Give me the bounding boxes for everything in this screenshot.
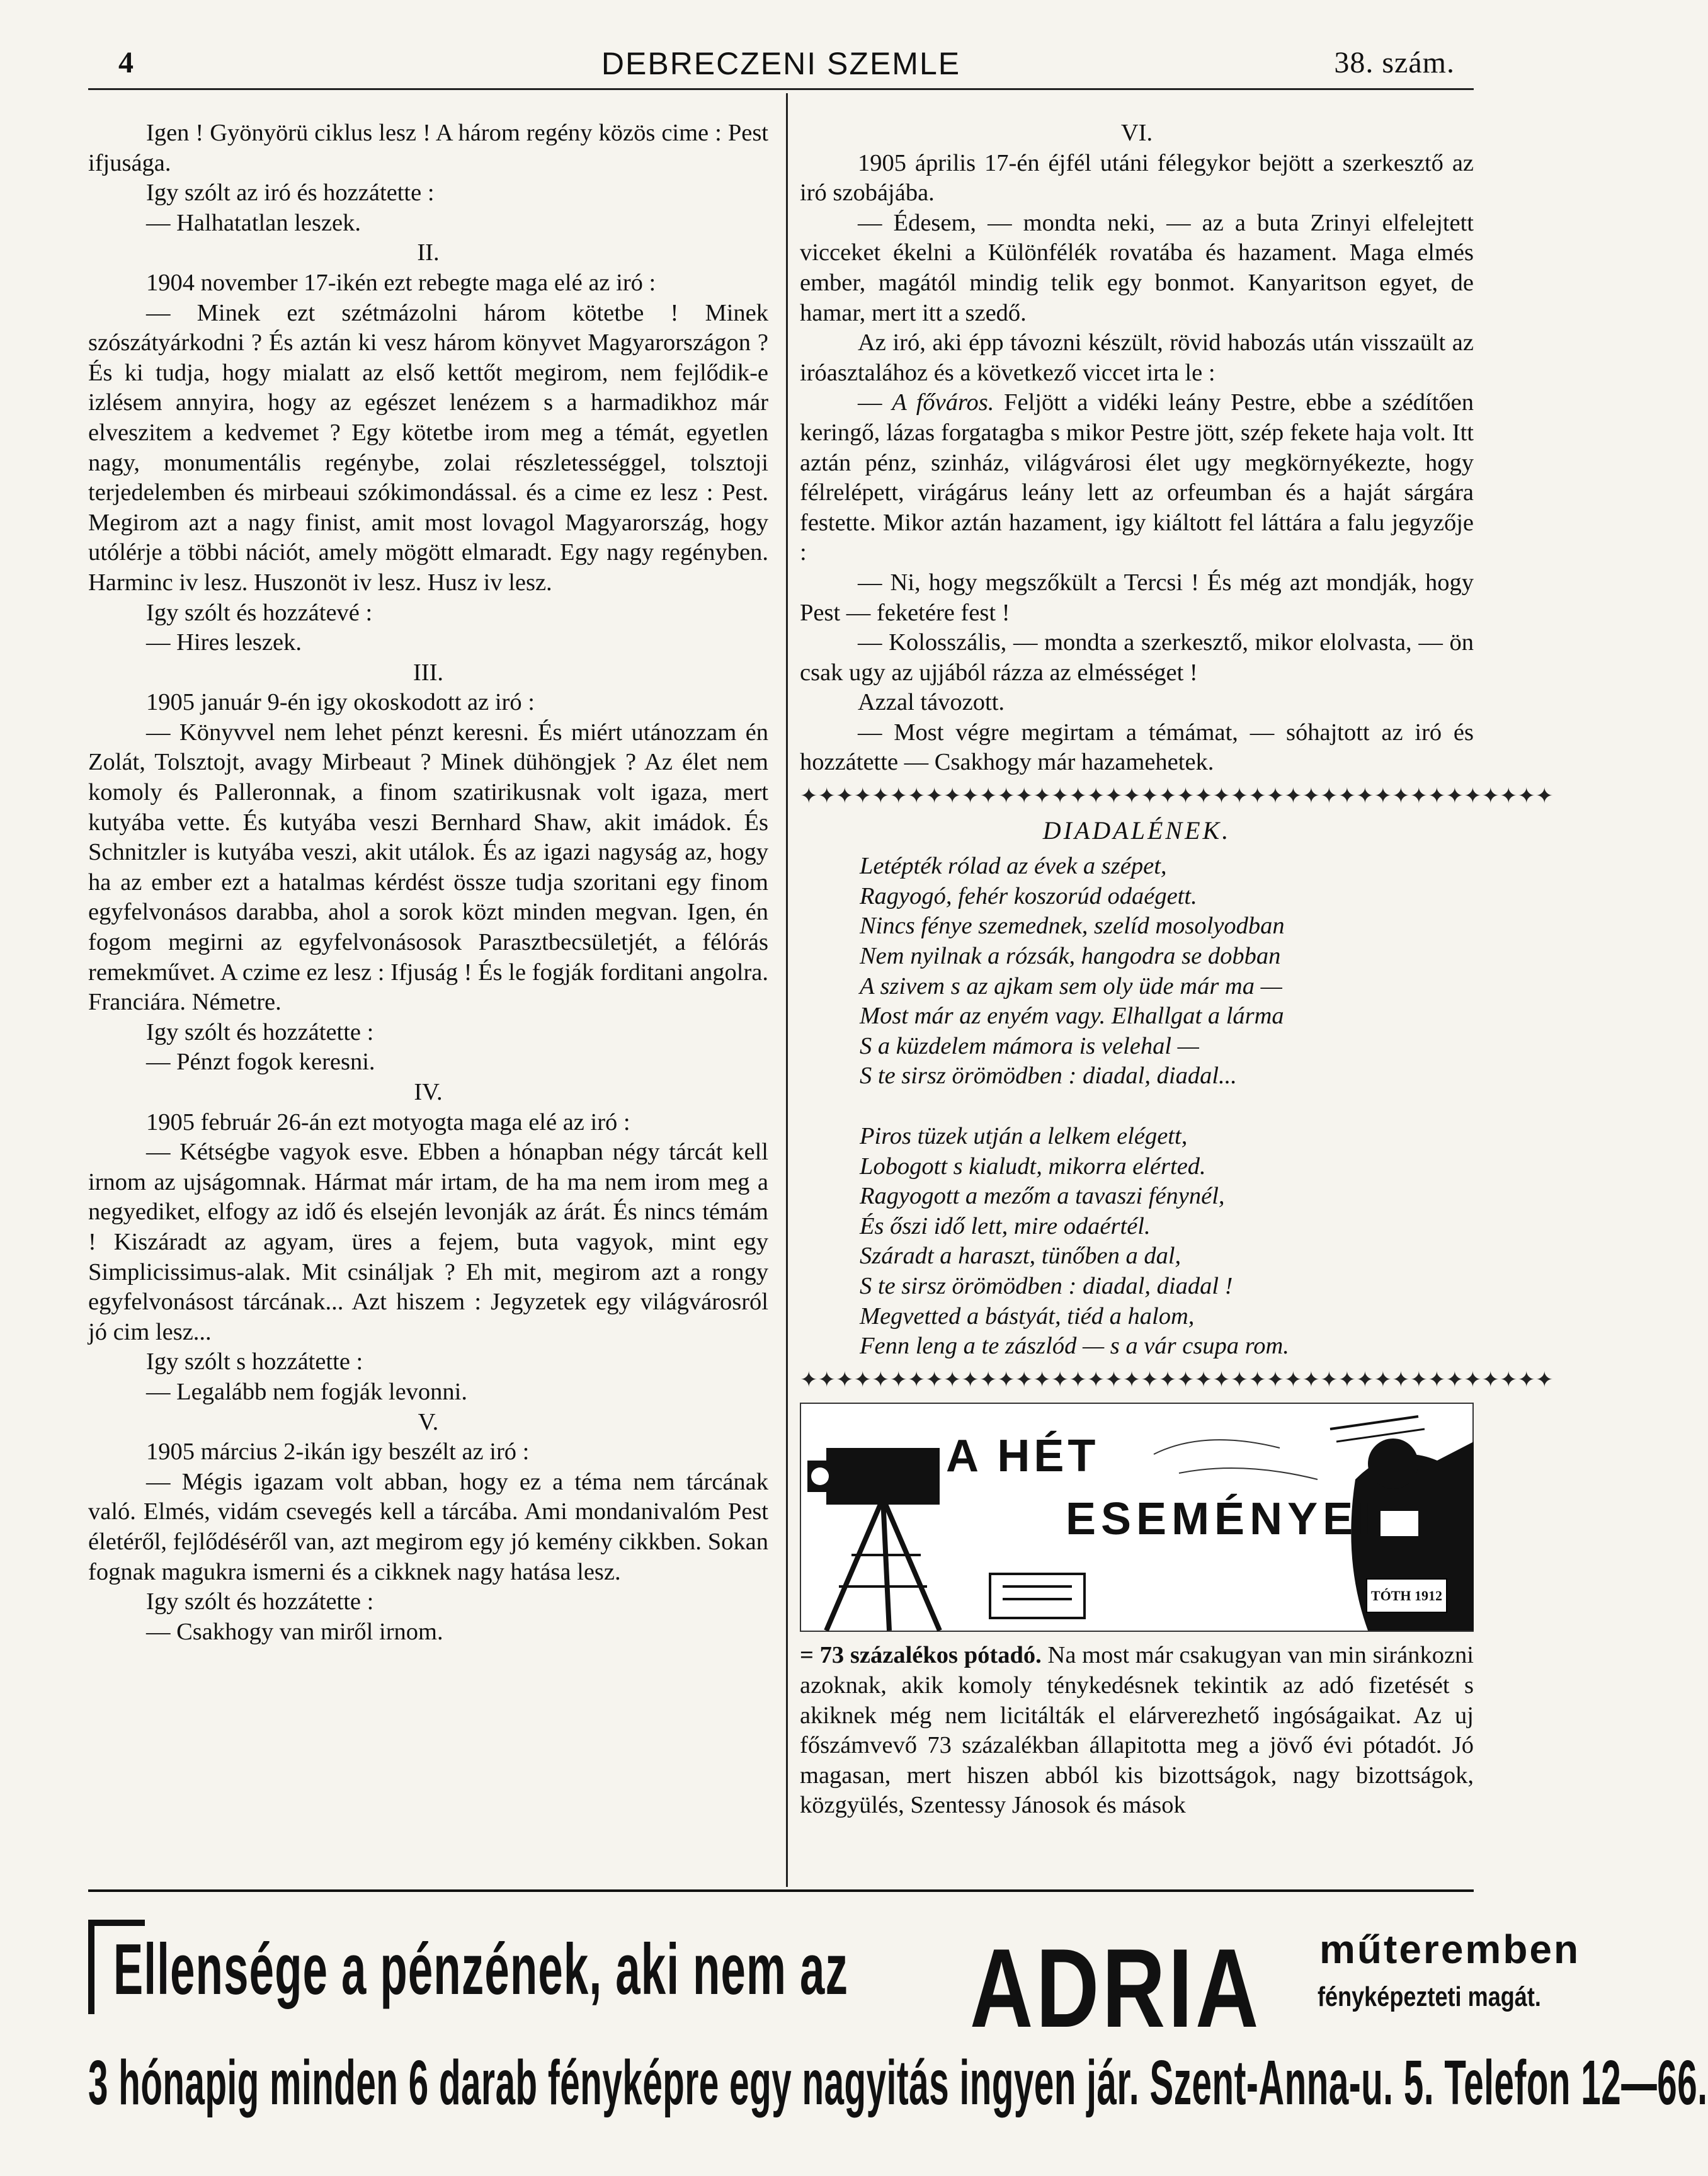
paragraph: Az iró, aki épp távozni készült, rövid habozás után visszaült az iróasztalához és a következő viccet irta le :: [800, 329, 1474, 386]
poem-line: Nem nyilnak a rózsák, hangodra se dobban: [860, 943, 1281, 970]
ad-photo-text: fényképezteti magát.: [1318, 1981, 1541, 2012]
paragraph: 1905 február 26-án ezt motyogta maga elé az iró :: [146, 1108, 630, 1136]
paragraph: 1904 november 17-ikén ezt rebegte maga elé az iró :: [146, 269, 656, 296]
sign-box-icon: [990, 1574, 1085, 1618]
news-text: Na most már csakugyan van min siránkozni azoknak, akik komoly ténykedésnek tekintik az adó fizetését s akiknek még nem licitálták el elárverezhető ingóságaikat. Az uj főszámvevő 73 százalékban állapitotta meg a jövő évi pótadót. Jó magasan, mert hiszen abból kis bizottságok, nagy bizottságok, közgyülés, Szentessy Jánosok és mások: [800, 1642, 1474, 1819]
poem-line: A szivem s az ajkam sem oly üde már ma —: [860, 972, 1282, 1000]
paragraph: — Könyvvel nem lehet pénzt keresni. És miért utánozzam én Zolát, Tolsztojt, avagy Mirbeaut ? Minek dühöngjek ? Az élet nem komoly és Palleronnak, a finom szatirikusnak volt igaza, mert kutyába vette. És kutyába veszi Bernhard Shaw, akit imádok. És Schnitzler is kutyába veszi, akit utálok. És az igazi nagyság az, hogy ha az ember ezt a hatalmas kérdést össze tudja szoritani egy finom egyfelvonásos darabba, ahol a sorok közt minden megvan. Igen, én fogom megirni az egyfelvonásosok Parasztbecsületjét, a félórás remekművet. A czime ez lesz : Ifjuság ! És le fogják forditani angolra. Franciára. Németre.: [88, 719, 768, 1016]
paragraph: Igy szólt és hozzátette :: [146, 1018, 374, 1045]
paragraph: — Kétségbe vagyok esve. Ebben a hónapban négy tárcát kell irnom az ujságomnak. Hármat már irtam, de ha ma nem irom meg a negyediket, elfogy az idő és elsején levonják az árát. És nincs témám ! Kiszáradt az agyam, üres a fejem, buta vagyok, mint egy Simplicissimus-alak. Mit csináljak ? Eh mit, megirom azt a rongy egyfelvonásost tárcának... Azt hiszem : Jegyzetek egy világvárosról jó cim lesz...: [88, 1139, 768, 1345]
paragraph: [800, 388, 1474, 568]
paragraph: — Csakhogy van miről irnom.: [146, 1618, 443, 1645]
poem-line: Fenn leng a te zászlód — s a vár csupa rom.: [860, 1333, 1289, 1360]
paragraph: — Édesem, — mondta neki, — az a buta Zrinyi elfelejtett vicceket ékelni a Különfélék rovatába és hazament. Maga elmés ember, magától mindig telik egy bonmot. Kanyaritson egyet, de hamar, mert itt a szedő.: [800, 209, 1474, 326]
paragraph: — Pénzt fogok keresni.: [146, 1049, 375, 1076]
paragraph: 1905 január 9-én igy okoskodott az iró :: [146, 689, 535, 716]
joke-title: A főváros.: [892, 389, 994, 416]
header-rule: [88, 88, 1474, 90]
right-column: [800, 118, 1554, 1821]
paragraph: — Ni, hogy megszőkült a Tercsi ! És még azt mondják, hogy Pest — feketére fest !: [800, 569, 1474, 626]
poem-line: S te sirsz örömödben : diadal, diadal !: [860, 1272, 1233, 1299]
paragraph: 1905 április 17-én éjfél utáni félegykor bejött a szerkesztő az iró szobájába.: [800, 149, 1474, 207]
poem-line: Piros tüzek utján a lelkem elégett,: [860, 1123, 1188, 1149]
poem-stanza: [860, 852, 1474, 1091]
news-item: [800, 1641, 1474, 1821]
poem-stanza: [860, 1122, 1474, 1362]
stanza-gap: [860, 1091, 1474, 1122]
poem-line: Ragyogott a mezőm a tavaszi fénynél,: [860, 1183, 1225, 1210]
ad-bracket-vertical: [88, 1920, 94, 2014]
advertisement-rule: [88, 1889, 1474, 1892]
poem-line: Most már az enyém vagy. Elhallgat a lárma: [860, 1003, 1284, 1030]
paragraph: — Kolosszális, — mondta a szerkesztő, mikor elolvasta, — ön csak ugy az ujjából rázza az elmésséget !: [800, 629, 1474, 686]
ornament-divider: ✦✦✦✦✦✦✦✦✦✦✦✦✦✦✦✦✦✦✦✦✦✦✦✦✦✦✦✦✦✦✦✦✦✦✦✦✦✦✦✦✦✦: [800, 1368, 1554, 1392]
paragraph: — Most végre megirtam a témámat, — sóhajtott az iró és hozzátette — Csakhogy már hazamehetek.: [800, 719, 1474, 776]
poem-line: Megvetted a bástyát, tiéd a halom,: [860, 1302, 1195, 1330]
banner-title-line1: A HÉT: [946, 1431, 1100, 1482]
ad-offer-text: 3 hónapig minden 6 darab fényképre egy nagyitás ingyen jár. Szent-Anna-u. 5. Telefon 12—66.: [88, 2048, 1708, 2118]
paragraph: — Halhatatlan leszek.: [146, 209, 362, 236]
section-heading: II.: [417, 239, 440, 266]
poem: [800, 852, 1474, 1362]
paragraph: — Mégis igazam volt abban, hogy ez a téma nem tárcának való. Elmés, vidám csevegés kell a tárcába. Ami mondanivalóm Pest életéről, fejlődéséről van, azt megirom egy jó kemény cikkben. Sokan fognak magukra ismerni és a cikknek nagy hatása lesz.: [88, 1468, 768, 1585]
paragraph: Igy szólt és hozzátette :: [146, 1588, 374, 1615]
paragraph: Igen ! Gyönyörü ciklus lesz ! A három regény közös cime : Pest ifjusága.: [88, 120, 768, 176]
ornament-divider: ✦✦✦✦✦✦✦✦✦✦✦✦✦✦✦✦✦✦✦✦✦✦✦✦✦✦✦✦✦✦✦✦✦✦✦✦✦✦✦✦✦✦: [800, 785, 1554, 809]
ad-brand-name: ADRIA: [970, 1925, 1262, 2051]
poem-line: Lobogott s kialudt, mikorra elérted.: [860, 1153, 1206, 1180]
tripod-icon: [826, 1498, 940, 1631]
page-header: [88, 42, 1474, 86]
paragraph: Igy szólt és hozzátevé :: [146, 599, 373, 626]
camera-icon: [807, 1448, 940, 1505]
poem-line: Letépték rólad az évek a szépet,: [860, 853, 1167, 880]
banner-title-line2: ESEMÉNYEI: [1066, 1494, 1376, 1545]
poem-line: Ragyogó, fehér koszorúd odaégett.: [860, 882, 1197, 909]
news-headline: = 73 százalékos pótadó.: [800, 1642, 1042, 1669]
paragraph: — Minek ezt szétmázolni három kötetbe ! Minek szószátyárkodni ? És aztán ki vesz három könyvet Magyarországon ? És ki tudja, hogy mialatt az első kettőt megirom, nem fejlődik-e izlésem annyira, hogy az egészet lenézem s a harmadikhoz már elveszitem a kedvemet ? Egy kötetbe irom meg a témát, egyetlen nagy, monumentális regénybe, zolai részletességgel, tolsztoji terjedelemben és mirbeaui szókimondással. és a cime ez lesz : Pest. Megirom azt a nagy finist, amit most lovagol Magyarország, hogy utólérje a többi nációt, amely mögött elmaradt. Egy nagy regényben. Harminc iv lesz. Huszonöt iv lesz. Husz iv lesz.: [88, 299, 768, 596]
section-heading: VI.: [1120, 120, 1153, 146]
poem-title: DIADALÉNEK.: [1042, 816, 1231, 845]
paragraph: 1905 március 2-ikán igy beszélt az iró :: [146, 1438, 530, 1466]
ad-headline: Ellensége a pénzének, aki nem az: [113, 1930, 849, 2010]
left-column: [88, 118, 768, 1647]
advertisement: [88, 1901, 1581, 2051]
column-divider: [786, 93, 788, 1887]
section-heading: V.: [418, 1408, 439, 1435]
sketch-lines: [1154, 1440, 1318, 1479]
ad-bracket-horizontal: [88, 1920, 145, 1926]
poem-line: S te sirsz örömödben : diadal, diadal...: [860, 1062, 1237, 1090]
poem-line: Nincs fénye szemednek, szelíd mosolyodban: [860, 913, 1285, 940]
section-heading: IV.: [414, 1079, 443, 1105]
paragraph: Igy szólt az iró és hozzátette :: [146, 179, 435, 207]
poem-line: S a küzdelem mámora is velehal —: [860, 1032, 1199, 1059]
poem-line: Száradt a haraszt, tünőben a dal,: [860, 1243, 1181, 1270]
advertisement-offer: [88, 2047, 1708, 2122]
paragraph: Azzal távozott.: [858, 689, 1005, 716]
section-banner-illustration: [800, 1403, 1474, 1632]
paragraph: — Hires leszek.: [146, 629, 302, 656]
section-heading: III.: [413, 659, 444, 686]
page-number: 4: [118, 46, 134, 79]
paragraph: — Legalább nem fogják levonni.: [146, 1378, 467, 1405]
ad-studio-text: műteremben: [1319, 1927, 1581, 1972]
publication-title: DEBRECZENI SZEMLE: [601, 46, 961, 81]
joke-text: Feljött a vidéki leány Pestre, ebbe a szédítően keringő, lázas forgatagba s mikor Pestre jött, szép fekete haja volt. Itt aztán pénz, szinház, világvárosi élet ugy megkörnyékezte, hogy félrelépett, virágárus leány lett az orfeumban és a haját sárgára festette. Mikor aztán hazament, igy kiáltott fel láttára a falu jegyzője :: [800, 389, 1474, 566]
issue-number: 38. szám.: [1334, 46, 1455, 79]
dash: —: [858, 389, 892, 416]
poem-line: És őszi idő lett, mire odaértél.: [860, 1212, 1151, 1239]
artist-signature: TÓTH 1912: [1366, 1578, 1447, 1614]
paragraph: Igy szólt s hozzátette :: [146, 1348, 363, 1376]
